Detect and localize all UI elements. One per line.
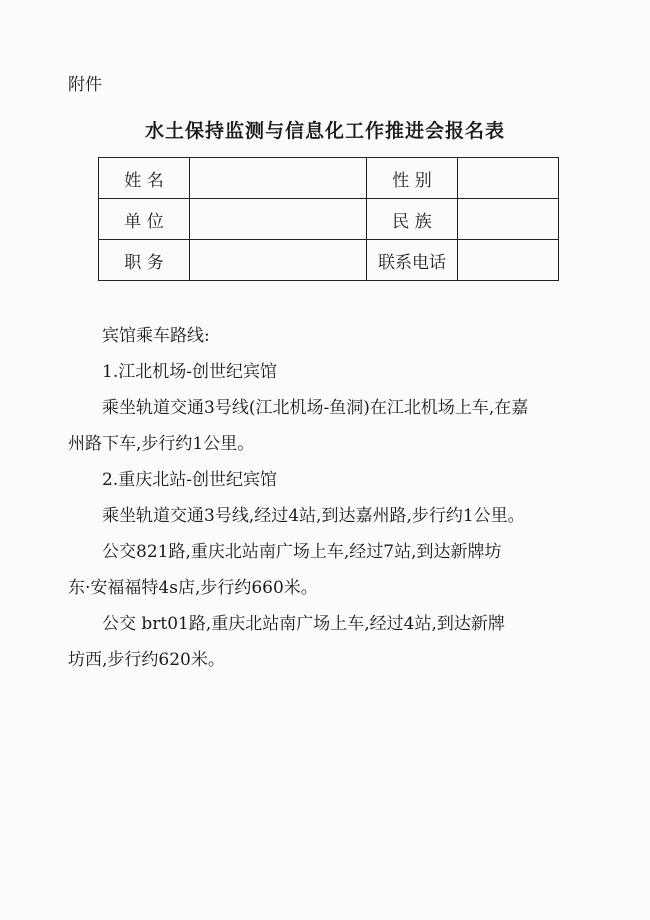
route2-para2-line1: 公交821路,重庆北站南广场上车,经过7站,到达新牌坊 — [102, 542, 502, 562]
organization-field[interactable] — [190, 199, 367, 240]
ethnicity-label: 民 族 — [367, 199, 458, 240]
route1-line1: 乘坐轨道交通3号线(江北机场-鱼洞)在江北机场上车,在嘉 — [102, 398, 529, 418]
name-field[interactable] — [190, 158, 367, 199]
table-row — [99, 240, 559, 281]
route-heading: 宾馆乘车路线: — [102, 326, 210, 346]
route1-title: 1.江北机场-创世纪宾馆 — [102, 362, 277, 382]
page-title: 水土保持监测与信息化工作推进会报名表 — [144, 120, 505, 142]
table-row — [99, 158, 559, 199]
route-section — [68, 318, 588, 678]
route2-para2-line2: 东·安福福特4s店,步行约660米。 — [68, 578, 318, 598]
attachment-label: 附件 — [68, 75, 102, 95]
gender-label: 性 别 — [367, 158, 458, 199]
ethnicity-field[interactable] — [458, 199, 559, 240]
position-field[interactable] — [190, 240, 367, 281]
registration-form-table — [98, 157, 559, 281]
phone-label: 联系电话 — [367, 240, 458, 281]
route2-para1: 乘坐轨道交通3号线,经过4站,到达嘉州路,步行约1公里。 — [102, 506, 525, 526]
table-row — [99, 199, 559, 240]
route2-para3-line1: 公交 brt01路,重庆北站南广场上车,经过4站,到达新牌 — [102, 614, 505, 634]
gender-field[interactable] — [458, 158, 559, 199]
route2-title: 2.重庆北站-创世纪宾馆 — [102, 470, 277, 490]
route1-line2: 州路下车,步行约1公里。 — [68, 434, 255, 454]
phone-field[interactable] — [458, 240, 559, 281]
route2-para3-line2: 坊西,步行约620米。 — [68, 650, 225, 670]
organization-label: 单 位 — [99, 199, 190, 240]
position-label: 职 务 — [99, 240, 190, 281]
name-label: 姓 名 — [99, 158, 190, 199]
